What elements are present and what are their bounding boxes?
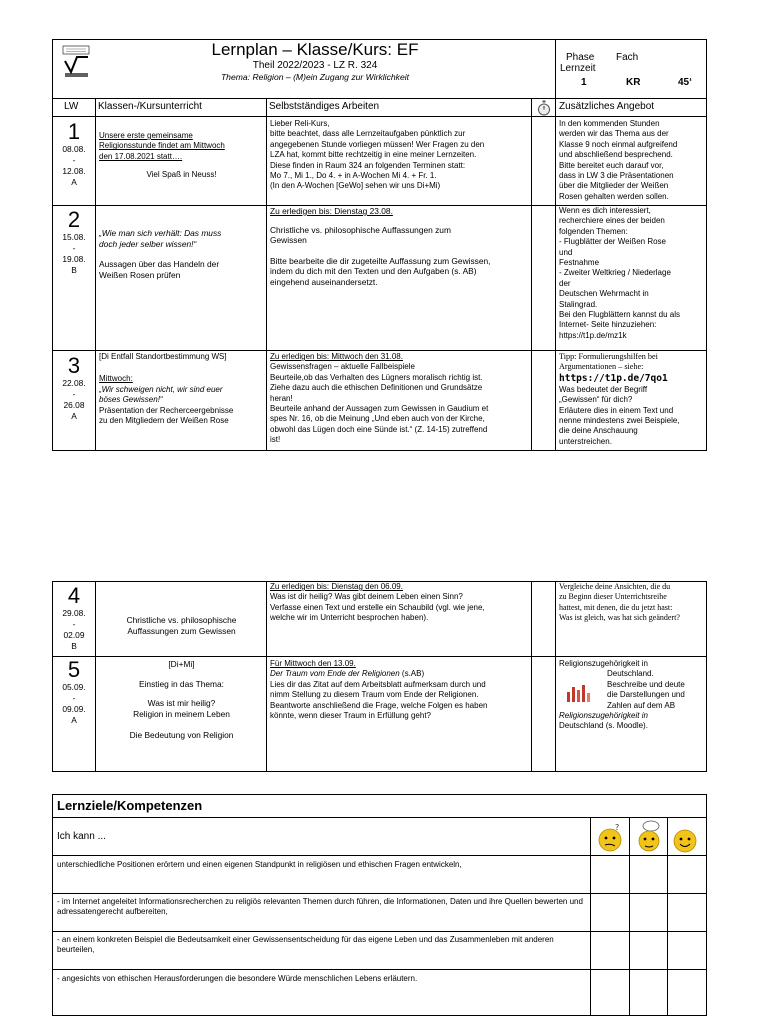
phase-value: 1	[581, 77, 587, 88]
stopwatch-icon	[536, 100, 552, 116]
formulierungshilfen-link[interactable]: https://t1p.de/7qo1	[559, 372, 668, 384]
lernzeit-value: 45‘	[678, 77, 692, 88]
week-4-selbst: Zu erledigen bis: Dienstag den 06.09. Was ist dir heilig? Was gibt deinem Leben einen Sinn? Verfasse einen Text und erstelle ein Schaubild (vgl. wie jene, welche wir im Unterricht besprochen haben).	[270, 582, 485, 623]
svg-text:?: ?	[615, 823, 620, 832]
topic-line: Thema: Religion – (M)ein Zugang zur Wirklichkeit	[220, 72, 410, 82]
lernziele-intro: Ich kann ...	[57, 831, 106, 842]
week-1-lw: 1 08.08. - 12.08. A	[62, 119, 86, 187]
phase-label: Phase	[566, 52, 595, 63]
col-klassen: Klassen-/Kursunterricht	[98, 101, 202, 112]
page-title: Lernplan – Klasse/Kurs: EF	[211, 40, 419, 59]
week-5-lw: 5 05.09. - 09.09. A	[62, 657, 86, 725]
week-5-klassen: [Di+Mi] Einstieg in das Thema: Was ist mir heilig? Religion in meinem Leben Die Bedeutung von Religion	[129, 659, 234, 741]
lernziel-1: unterschiedliche Positionen erörtern und einen eigenen Standpunkt in religiösen und ethischen Fragen entwickeln,	[57, 860, 462, 869]
week-4-zusatz: Vergleiche deine Ansichten, die du zu Beginn dieser Unterrichtsreihe hattest, mit denen, die du jetzt hast: Was ist gleich, was hat sich geändert?	[559, 582, 680, 623]
page-subtitle: Theil 2022/2023 - LZ R. 324	[252, 60, 378, 71]
week-3-lw: 3 22.08. - 26.08 A	[62, 353, 86, 421]
week-2-zusatz: Wenn es dich interessiert, recherchiere eines der beiden folgenden Themen: - Flugblätter der Weißen Rose und Festnahme - Zweiter Weltkrieg / Niederlage der Deutschen Wehrmacht in Stalingrad. Bei den Flugblättern kannst du als Internet- Seite hinzuziehen: https://t1p.de/mz1k	[559, 206, 705, 341]
col-zusatz: Zusätzliches Angebot	[559, 101, 655, 112]
smiley-unsure-icon	[596, 823, 624, 853]
week-1-zusatz: In den kommenden Stunden werden wir das Thema aus der Klasse 9 noch einmal aufgreifend und abschließend besprechend. Bitte bereitet euch darauf vor, dass in LW 3 die Präsentationen über die Mitglieder der Weißen Rosen gehalten werden sollen.	[559, 119, 678, 201]
fach-label: Fach	[616, 52, 639, 63]
week-3-klassen: [Di Entfall Standortbestimmung WS] Mittwoch: „Wir schweigen nicht, wir sind euer böses Gewissen!“ Präsentation der Recherceergebnisse zu den Mitgliedern der Weißen Rose	[99, 352, 234, 426]
week-2-selbst: Zu erledigen bis: Dienstag 23.08. Christliche vs. philosophische Auffassungen zum Gewissen Bitte bearbeite die dir zugeteilte Auffassung zum Gewissen, indem du dich mit den Texten und den Aufgaben (s. AB) eingehend auseinandersetzt.	[270, 206, 491, 287]
lernziele-title: Lernziele/Kompetenzen	[57, 798, 203, 813]
week-2-klassen: „Wie man sich verhält: Das muss doch jeder selber wissen!“ Aussagen über das Handeln der Weißen Rosen prüfen	[99, 228, 222, 280]
religion-statistic-icon	[565, 682, 593, 704]
school-logo	[62, 45, 90, 77]
flugblaetter-link[interactable]: https://t1p.de/mz1k	[559, 330, 627, 340]
smiley-happy-icon	[672, 828, 698, 854]
lernziel-3: - an einem konkreten Beispiel die Bedeutsamkeit einer Gewissensentscheidung für das eigene Leben und das Zusammenleben mit anderen beurteilen,	[57, 935, 554, 955]
smiley-thinking-icon	[635, 820, 663, 854]
week-3-zusatz: Tipp: Formulierungshilfen bei Argumentationen – siehe: https://t1p.de/7qo1 Was bedeutet der Begriff „Gewissen“ für dich? Erläutere dies in einem Text und nenne mindestens zwei Beispiele, die deine Anschauung unterstreichen.	[559, 352, 705, 447]
week-1-klassen: Unsere erste gemeinsame Religionsstunde findet am Mittwoch den 17.08.2021 statt…. Viel Spaß in Neuss!	[99, 131, 225, 180]
fach-value: KR	[626, 77, 641, 88]
col-selbst: Selbstständiges Arbeiten	[269, 101, 380, 112]
lernzeit-label: Lernzeit	[560, 63, 596, 74]
week-5-selbst: Für Mittwoch den 13.09. Der Traum vom Ende der Religionen (s.AB) Lies dir das Zitat auf dem Arbeitsblatt aufmerksam durch und nimm Stellung zu diesem Traum vom Ende der Religionen. Beantworte anschließend die Frage, welche Folgen es haben könnte, wenn dieser Traum in Erfüllung geht?	[270, 659, 488, 721]
week-4-klassen: Christliche vs. philosophische Auffassungen zum Gewissen	[126, 615, 237, 636]
lernziel-2: - im Internet angeleitet Informationsrecherchen zu religiös relevanten Themen durch führen, die Informationen, Daten und ihre Quellen bewerten und adressatengerecht aufbereiten,	[57, 897, 583, 917]
week-1-selbst: Lieber Reli-Kurs, bitte beachtet, dass alle Lernzeitaufgaben pünktlich zur angegebenen Stunde vorliegen müssen! Wer Fragen zu den LZA hat, kommt bitte rechtzeitig in eine meiner Lernzeiten. Diese finden in Raum 324 an folgenden Terminen statt: Mo 7., Mi 1., Do 4. + in A-Wochen Mi 4. + Fr. 1. (In den A-Wochen [GeWo] sehen wir uns Di+Mi)	[270, 119, 485, 191]
col-lw: LW	[64, 101, 79, 112]
lernziel-4: - angesichts von ethischen Herausforderungen die besondere Würde menschlichen Lebens erläutern.	[57, 974, 418, 983]
week-5-zusatz: Religionszugehörigkeit in Deutschland. Beschreibe und deute die Darstellungen und Zahlen auf dem AB Religionszugehörigkeit in Deutschland (s. Moodle).	[559, 659, 685, 731]
week-4-lw: 4 29.08. - 02.09 B	[62, 583, 86, 651]
week-2-lw: 2 15.08. - 19.08. B	[62, 207, 86, 275]
week-3-selbst: Zu erledigen bis: Mittwoch den 31.08. Gewissensfragen – aktuelle Fallbeispiele Beurteile,ob das Verhalten des Lügners moralisch richtig ist. Ziehe dazu auch die ethischen Definitionen und Grundsätze heran! Beurteile anhand der Aussagen zum Gewissen in Gaudium et spes Nr. 16, ob die Meinung „Und eben auch von der Kirche, obwohl das Lügen doch eine Sünde ist.“ (Z. 14-15) zutreffend ist!	[270, 352, 489, 445]
